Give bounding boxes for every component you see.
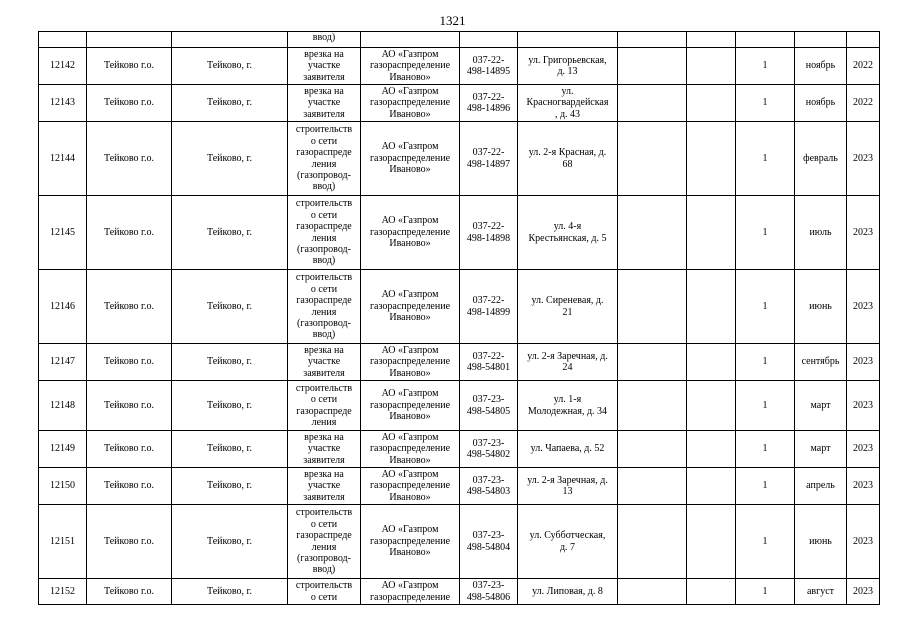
cell-count: 1	[736, 431, 795, 468]
cell-municipality	[87, 32, 172, 48]
cell-operator: АО «Газпром газораспределение Иваново»	[361, 85, 460, 122]
cell-address: ул. Сиреневая, д. 21	[518, 270, 618, 344]
register-table	[38, 31, 880, 605]
cell-work-type: строительств о сети	[288, 579, 361, 605]
cell-settlement: Тейково, г.	[172, 122, 288, 196]
cell-work-type: ввод)	[288, 32, 361, 48]
cell-year: 2023	[847, 381, 880, 431]
cell-num: 12150	[39, 468, 87, 505]
cell-empty	[618, 344, 687, 381]
table-row	[39, 468, 880, 505]
cell-app-id: 037-22- 498-14896	[460, 85, 518, 122]
cell-month: ноябрь	[795, 85, 847, 122]
cell-address: ул. 2-я Заречная, д. 24	[518, 344, 618, 381]
table-row	[39, 85, 880, 122]
cell-empty	[687, 468, 736, 505]
cell-month	[795, 32, 847, 48]
cell-settlement: Тейково, г.	[172, 85, 288, 122]
cell-year: 2023	[847, 196, 880, 270]
table-row	[39, 431, 880, 468]
table-row	[39, 122, 880, 196]
cell-empty	[687, 196, 736, 270]
table-row	[39, 579, 880, 605]
cell-work-type: строительств о сети газораспреде ления (газопровод- ввод)	[288, 196, 361, 270]
cell-work-type: врезка на участке заявителя	[288, 468, 361, 505]
cell-month: август	[795, 579, 847, 605]
table-row	[39, 48, 880, 85]
cell-empty	[618, 579, 687, 605]
cell-address: ул. Григорьевская, д. 13	[518, 48, 618, 85]
cell-settlement: Тейково, г.	[172, 431, 288, 468]
cell-month: июнь	[795, 270, 847, 344]
cell-num: 12149	[39, 431, 87, 468]
cell-empty	[687, 579, 736, 605]
cell-num: 12145	[39, 196, 87, 270]
cell-address: ул. Субботческая, д. 7	[518, 505, 618, 579]
cell-empty	[618, 431, 687, 468]
cell-empty	[687, 505, 736, 579]
cell-num: 12151	[39, 505, 87, 579]
cell-operator: АО «Газпром газораспределение Иваново»	[361, 381, 460, 431]
cell-month: март	[795, 381, 847, 431]
cell-month: апрель	[795, 468, 847, 505]
cell-settlement: Тейково, г.	[172, 381, 288, 431]
cell-num: 12142	[39, 48, 87, 85]
cell-count	[736, 32, 795, 48]
cell-count: 1	[736, 196, 795, 270]
cell-count: 1	[736, 48, 795, 85]
cell-empty	[618, 48, 687, 85]
cell-address: ул. 4-я Крестьянская, д. 5	[518, 196, 618, 270]
cell-operator: АО «Газпром газораспределение Иваново»	[361, 468, 460, 505]
cell-address: ул. 1-я Молодежная, д. 34	[518, 381, 618, 431]
cell-empty	[618, 85, 687, 122]
cell-app-id: 037-23- 498-54805	[460, 381, 518, 431]
cell-count: 1	[736, 344, 795, 381]
cell-municipality: Тейково г.о.	[87, 196, 172, 270]
cell-address: ул. Липовая, д. 8	[518, 579, 618, 605]
cell-empty	[618, 32, 687, 48]
cell-settlement: Тейково, г.	[172, 468, 288, 505]
cell-empty	[687, 122, 736, 196]
cell-municipality: Тейково г.о.	[87, 122, 172, 196]
cell-month: сентябрь	[795, 344, 847, 381]
cell-year: 2023	[847, 579, 880, 605]
cell-app-id: 037-23- 498-54806	[460, 579, 518, 605]
cell-year: 2022	[847, 48, 880, 85]
cell-work-type: врезка на участке заявителя	[288, 85, 361, 122]
cell-num: 12143	[39, 85, 87, 122]
cell-app-id: 037-23- 498-54802	[460, 431, 518, 468]
cell-empty	[687, 32, 736, 48]
cell-municipality: Тейково г.о.	[87, 505, 172, 579]
table-row	[39, 344, 880, 381]
cell-app-id: 037-23- 498-54804	[460, 505, 518, 579]
cell-work-type: врезка на участке заявителя	[288, 431, 361, 468]
cell-work-type: строительств о сети газораспреде ления	[288, 381, 361, 431]
cell-app-id: 037-22- 498-54801	[460, 344, 518, 381]
cell-work-type: врезка на участке заявителя	[288, 48, 361, 85]
cell-count: 1	[736, 122, 795, 196]
cell-month: июнь	[795, 505, 847, 579]
cell-app-id	[460, 32, 518, 48]
table-row	[39, 270, 880, 344]
cell-work-type: врезка на участке заявителя	[288, 344, 361, 381]
cell-count: 1	[736, 468, 795, 505]
cell-num: 12148	[39, 381, 87, 431]
cell-num	[39, 32, 87, 48]
cell-municipality: Тейково г.о.	[87, 381, 172, 431]
cell-address: ул. 2-я Заречная, д. 13	[518, 468, 618, 505]
cell-empty	[618, 270, 687, 344]
cell-work-type: строительств о сети газораспреде ления (газопровод- ввод)	[288, 505, 361, 579]
cell-year: 2023	[847, 122, 880, 196]
cell-address	[518, 32, 618, 48]
cell-municipality: Тейково г.о.	[87, 431, 172, 468]
cell-empty	[687, 270, 736, 344]
cell-municipality: Тейково г.о.	[87, 344, 172, 381]
cell-operator: АО «Газпром газораспределение Иваново»	[361, 48, 460, 85]
cell-empty	[618, 381, 687, 431]
table-row	[39, 505, 880, 579]
cell-app-id: 037-22- 498-14895	[460, 48, 518, 85]
cell-app-id: 037-23- 498-54803	[460, 468, 518, 505]
cell-num: 12144	[39, 122, 87, 196]
cell-address: ул. 2-я Красная, д. 68	[518, 122, 618, 196]
cell-municipality: Тейково г.о.	[87, 579, 172, 605]
cell-empty	[618, 505, 687, 579]
cell-empty	[687, 85, 736, 122]
table-row	[39, 381, 880, 431]
cell-settlement: Тейково, г.	[172, 270, 288, 344]
cell-settlement: Тейково, г.	[172, 196, 288, 270]
cell-municipality: Тейково г.о.	[87, 48, 172, 85]
cell-operator: АО «Газпром газораспределение Иваново»	[361, 122, 460, 196]
cell-empty	[687, 344, 736, 381]
cell-year: 2023	[847, 431, 880, 468]
cell-year: 2022	[847, 85, 880, 122]
cell-operator: АО «Газпром газораспределение Иваново»	[361, 344, 460, 381]
cell-empty	[687, 431, 736, 468]
cell-year: 2023	[847, 468, 880, 505]
cell-num: 12147	[39, 344, 87, 381]
cell-year: 2023	[847, 270, 880, 344]
cell-settlement: Тейково, г.	[172, 48, 288, 85]
cell-settlement	[172, 32, 288, 48]
cell-empty	[618, 196, 687, 270]
cell-app-id: 037-22- 498-14899	[460, 270, 518, 344]
cell-month: июль	[795, 196, 847, 270]
cell-settlement: Тейково, г.	[172, 579, 288, 605]
cell-settlement: Тейково, г.	[172, 505, 288, 579]
cell-year: 2023	[847, 505, 880, 579]
cell-empty	[687, 381, 736, 431]
cell-work-type: строительств о сети газораспреде ления (газопровод- ввод)	[288, 122, 361, 196]
cell-count: 1	[736, 505, 795, 579]
cell-count: 1	[736, 381, 795, 431]
cell-app-id: 037-22- 498-14897	[460, 122, 518, 196]
cell-operator: АО «Газпром газораспределение Иваново»	[361, 196, 460, 270]
cell-count: 1	[736, 85, 795, 122]
cell-count: 1	[736, 579, 795, 605]
cell-address: ул. Чапаева, д. 52	[518, 431, 618, 468]
cell-empty	[618, 122, 687, 196]
cell-municipality: Тейково г.о.	[87, 85, 172, 122]
cell-work-type: строительств о сети газораспреде ления (газопровод- ввод)	[288, 270, 361, 344]
cell-year	[847, 32, 880, 48]
cell-address: ул. Красногвардейская , д. 43	[518, 85, 618, 122]
cell-month: март	[795, 431, 847, 468]
cell-operator: АО «Газпром газораспределение Иваново»	[361, 270, 460, 344]
cell-settlement: Тейково, г.	[172, 344, 288, 381]
cell-month: ноябрь	[795, 48, 847, 85]
cell-operator	[361, 32, 460, 48]
table-row-continuation	[39, 32, 880, 48]
cell-operator: АО «Газпром газораспределение Иваново»	[361, 431, 460, 468]
cell-empty	[618, 468, 687, 505]
cell-municipality: Тейково г.о.	[87, 468, 172, 505]
cell-app-id: 037-22- 498-14898	[460, 196, 518, 270]
cell-operator: АО «Газпром газораспределение	[361, 579, 460, 605]
cell-operator: АО «Газпром газораспределение Иваново»	[361, 505, 460, 579]
cell-month: февраль	[795, 122, 847, 196]
table-row	[39, 196, 880, 270]
cell-empty	[687, 48, 736, 85]
page-number: 1321	[439, 13, 466, 28]
cell-municipality: Тейково г.о.	[87, 270, 172, 344]
cell-count: 1	[736, 270, 795, 344]
cell-year: 2023	[847, 344, 880, 381]
cell-num: 12152	[39, 579, 87, 605]
cell-num: 12146	[39, 270, 87, 344]
